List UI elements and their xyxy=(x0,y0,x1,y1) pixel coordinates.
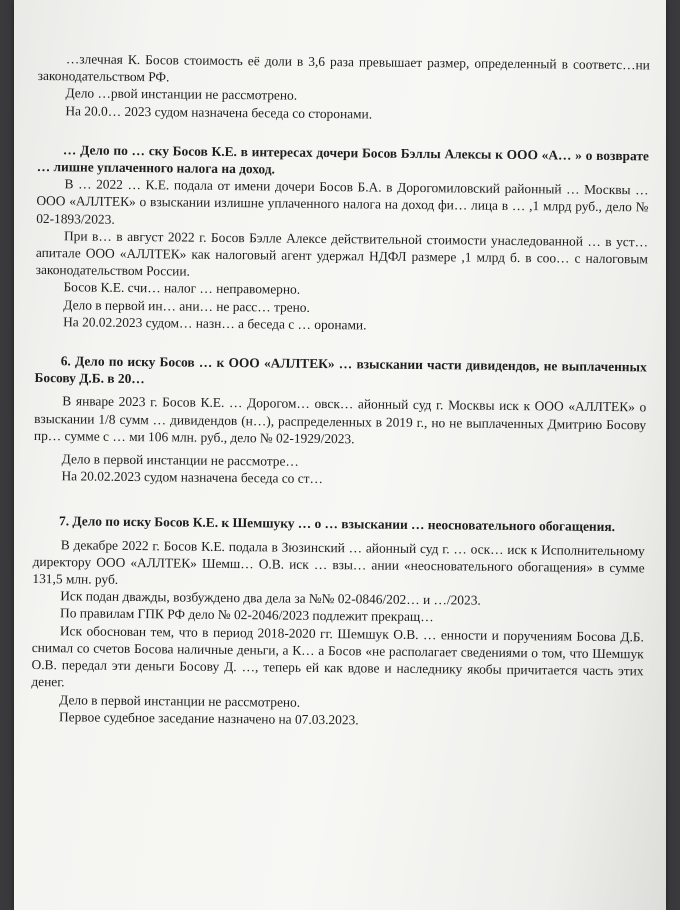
section-paragraph: Дело в первой ин… ани… не расс… трено. xyxy=(63,296,310,315)
section-heading: … Дело по … ску Босов К.Е. в интересах дочери Босов Бэллы Алексы к ООО «А… » о возврате … лишне уплаченного налога на доход. xyxy=(36,142,650,177)
section-paragraph: На 20.02.2023 судом назначена беседа со ст… xyxy=(61,468,324,487)
section-paragraph: Первое судебное заседание назначено на 07.03.2023. xyxy=(58,708,359,728)
section-paragraph: Дело в первой инстанции не рассмотрено. xyxy=(59,691,301,710)
section-paragraph: В январе 2023 г. Босов К.Е. … Дорогом… овск… айонный суд г. Москвы иск к ООО «АЛЛТЕК» о взыскании 1/8 сумм … дивидендов (н…), распределенных в 2019 г., но не выплаченных Дмитрию Босову пр… сумме с … ми 106 млн. руб., дело № 02-1929/2023. xyxy=(33,393,647,447)
section-paragraph: Дело в первой инстанции не рассмотре… xyxy=(61,451,299,469)
section-heading: 6. Дело по иску Босов … к ООО «АЛЛТЕК» … взыскании части дивидендов, не выплаченных Босову Д.Б. в 20… xyxy=(34,353,647,387)
section-paragraph: Босов К.Е. счи… налог … неправомерно. xyxy=(63,279,301,298)
intro-paragraph: …злечная К. Босов стоимость её доли в 3,6 раза превышает размер, определенный в соответс…ни законодательством РФ. xyxy=(37,51,650,85)
intro-hearing: На 20.0… 2023 судом назначена беседа со сторонами. xyxy=(65,102,373,122)
section-paragraph: По правилам ГПК РФ дело № 02-2046/2023 подлежит прекращ… xyxy=(60,605,434,625)
section-paragraph: Иск подан дважды, возбуждено два дела за №№ 02-0846/202… и …/2023. xyxy=(60,588,481,608)
section-paragraph: В … 2022 … К.Е. подала от имени дочери Босов Б.А. в Дорогомиловский районный … Москвы … ООО «АЛЛТЕК» о взыскании излишне уплаченного налога на доход фи… лица в … ,1 млрд руб., дело № 02-1893/2023. xyxy=(36,176,649,227)
document-body xyxy=(31,50,650,731)
section-paragraph: Иск обоснован тем, что в период 2018-2020 гг. Шемшук О.В. … енности и поручениям Босова Д.Б. снимал со счетов Босова наличные деньги, а К… а Босов «не располагает сведениями о том, что Шемшук О.В. передал эти деньги Босову Д. …, теперь ей как вдове и наследнику якобы причитается часть этих денег. xyxy=(31,622,644,690)
section-paragraph: На 20.02.2023 судом… назн… а беседа с … оронами. xyxy=(63,314,367,333)
section-heading: 7. Дело по иску Босов К.Е. к Шемшуку … о … взыскании … неосновательного обогащения. xyxy=(58,513,616,535)
intro-status: Дело …рвой инстанции не рассмотрено. xyxy=(65,85,298,104)
section-paragraph: При в… в август 2022 г. Босов Бэлле Алексе действительной стоимости унаследованной … в уст… апитале ООО «АЛЛТЕК» как налоговый агент удержал НДФЛ размере ,1 млрд б. в соо… с налоговым законодательством России. xyxy=(35,228,649,279)
document-page xyxy=(14,0,666,910)
section-paragraph: В декабре 2022 г. Босов К.Е. подала в Зюзинский … айонный суд г. … оск… иск к Исполнительному директору ООО «АЛЛТЕК» Шемш… О.В. иск … взы… ании «неосновательного обогащения» в сумме 131,5 млн. руб. xyxy=(32,536,645,587)
